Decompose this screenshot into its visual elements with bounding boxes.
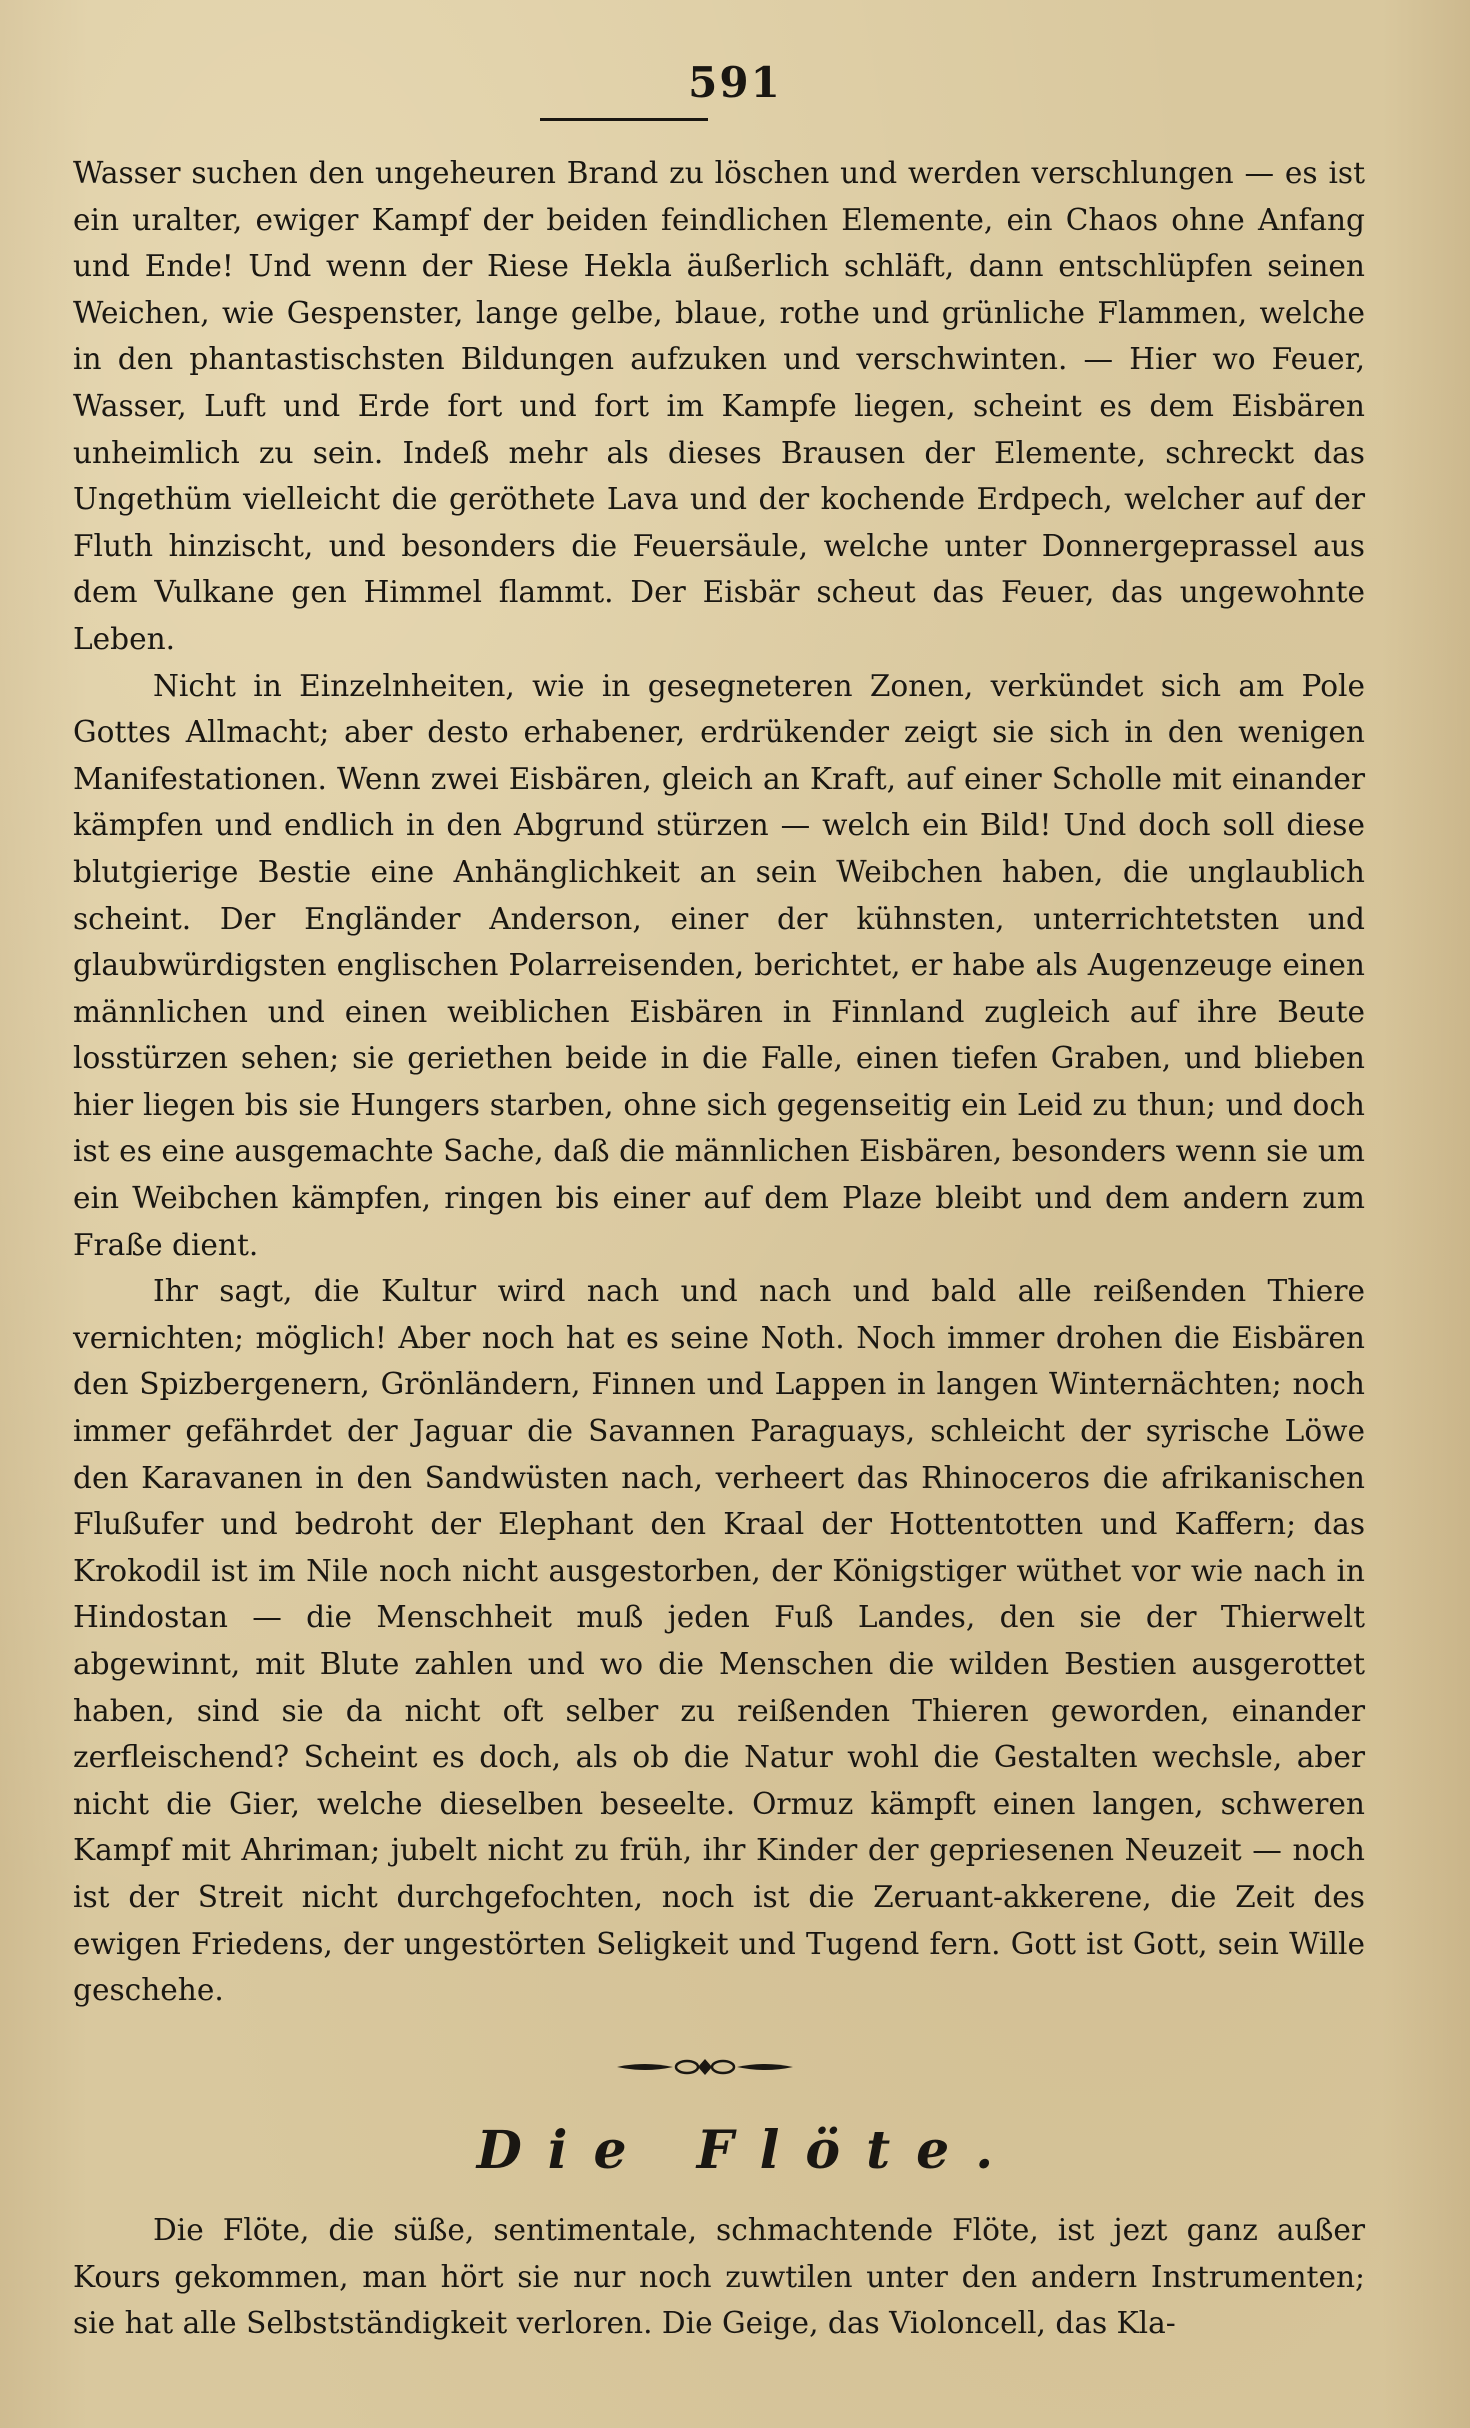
paragraph-culture: Ihr sagt, die Kultur wird nach und nach und bald alle reißenden Thiere vernichten; möglich! Aber noch hat es seine Noth. Noch immer drohen die Eisbären den Spizbergenern, Grönländern, Finnen und Lappen in langen Winternächten; noch immer gefährdet der Jaguar die Savannen Paraguays, schleicht der syrische Löwe den Karavanen in den Sandwüsten nach, verheert das Rhinoceros die afrikanischen Flußufer und bedroht der Elephant den Kraal der Hottentotten und Kaffern; das Krokodil ist im Nile noch nicht ausgestorben, der Königstiger wüthet vor wie nach in Hindostan — die Menschheit muß jeden Fuß Landes, den sie der Thierwelt abgewinnt, mit Blute zahlen und wo die Menschen die wilden Bestien ausgerottet haben, sind sie da nicht oft selber zu reißenden Thieren geworden, einander zerfleischend? Scheint es doch, als ob die Natur wohl die Gestalten wechsle, aber nicht die Gier, welche dieselben beseelte. Ormuz kämpft einen langen, schweren Kampf mit Ahriman; jubelt nicht zu früh, ihr Kinder der gepriesenen Neuzeit — noch ist der Streit nicht durchgefochten, noch ist die Zeruant-akkerene, die Zeit des ewigen Friedens, der ungestörten Seligkeit und Tugend fern. Gott ist Gott, sein Wille geschehe. bbox=[73, 1274, 1365, 2008]
paragraph-flote: Die Flöte, die süße, sentimentale, schmachtende Flöte, ist jezt ganz außer Kours gekommen, man hört sie nur noch zuwtilen unter den andern Instrumenten; sie hat alle Selbstständigkeit verloren. Die Geige, das Violoncell, das Kla- bbox=[73, 2213, 1365, 2341]
header-rule bbox=[540, 118, 708, 121]
section-title: Die Flöte. bbox=[476, 2120, 1020, 2181]
section-text-block bbox=[73, 2207, 1365, 2347]
page-number: 591 bbox=[688, 58, 782, 107]
paragraph-hekla: Wasser suchen den ungeheuren Brand zu löschen und werden verschlungen — es ist ein uralter, ewiger Kampf der beiden feindlichen Elemente, ein Chaos ohne Anfang und Ende! Und wenn der Riese Hekla äußerlich schläft, dann entschlüpfen seinen Weichen, wie Gespenster, lange gelbe, blaue, rothe und grünliche Flammen, welche in den phantastischsten Bildungen aufzuken und verschwinten. — Hier wo Feuer, Wasser, Luft und Erde fort und fort im Kampfe liegen, scheint es dem Eisbären unheimlich zu sein. Indeß mehr als dieses Brausen der Elemente, schreckt das Ungethüm vielleicht die geröthete Lava und der kochende Erdpech, welcher auf der Fluth hinzischt, und besonders die Feuersäule, welche unter Donnergeprassel aus dem Vulkane gen Himmel flammt. Der Eisbär scheut das Feuer, das ungewohnte Leben. bbox=[73, 156, 1365, 656]
main-text-block bbox=[73, 150, 1365, 2014]
paragraph-pole: Nicht in Einzelnheiten, wie in gesegneteren Zonen, verkündet sich am Pole Gottes Allmacht; aber desto erhabener, erdrükender zeigt sie sich in den wenigen Manifestationen. Wenn zwei Eisbären, gleich an Kraft, auf einer Scholle mit einander kämpfen und endlich in den Abgrund stürzen — welch ein Bild! Und doch soll diese blutgierige Bestie eine Anhänglichkeit an sein Weibchen haben, die unglaublich scheint. Der Engländer Anderson, einer der kühnsten, unterrichtetsten und glaubwürdigsten englischen Polarreisenden, berichtet, er habe als Augenzeuge einen männlichen und einen weiblichen Eisbären in Finnland zugleich auf ihre Beute losstürzen sehen; sie geriethen beide in die Falle, einen tiefen Graben, und blieben hier liegen bis sie Hungers starben, ohne sich gegenseitig ein Leid zu thun; und doch ist es eine ausgemachte Sache, daß die männlichen Eisbären, besonders wenn sie um ein Weibchen kämpfen, ringen bis einer auf dem Plaze bleibt und dem andern zum Fraße dient. bbox=[73, 668, 1365, 1262]
ornamental-divider-icon bbox=[615, 2055, 795, 2079]
